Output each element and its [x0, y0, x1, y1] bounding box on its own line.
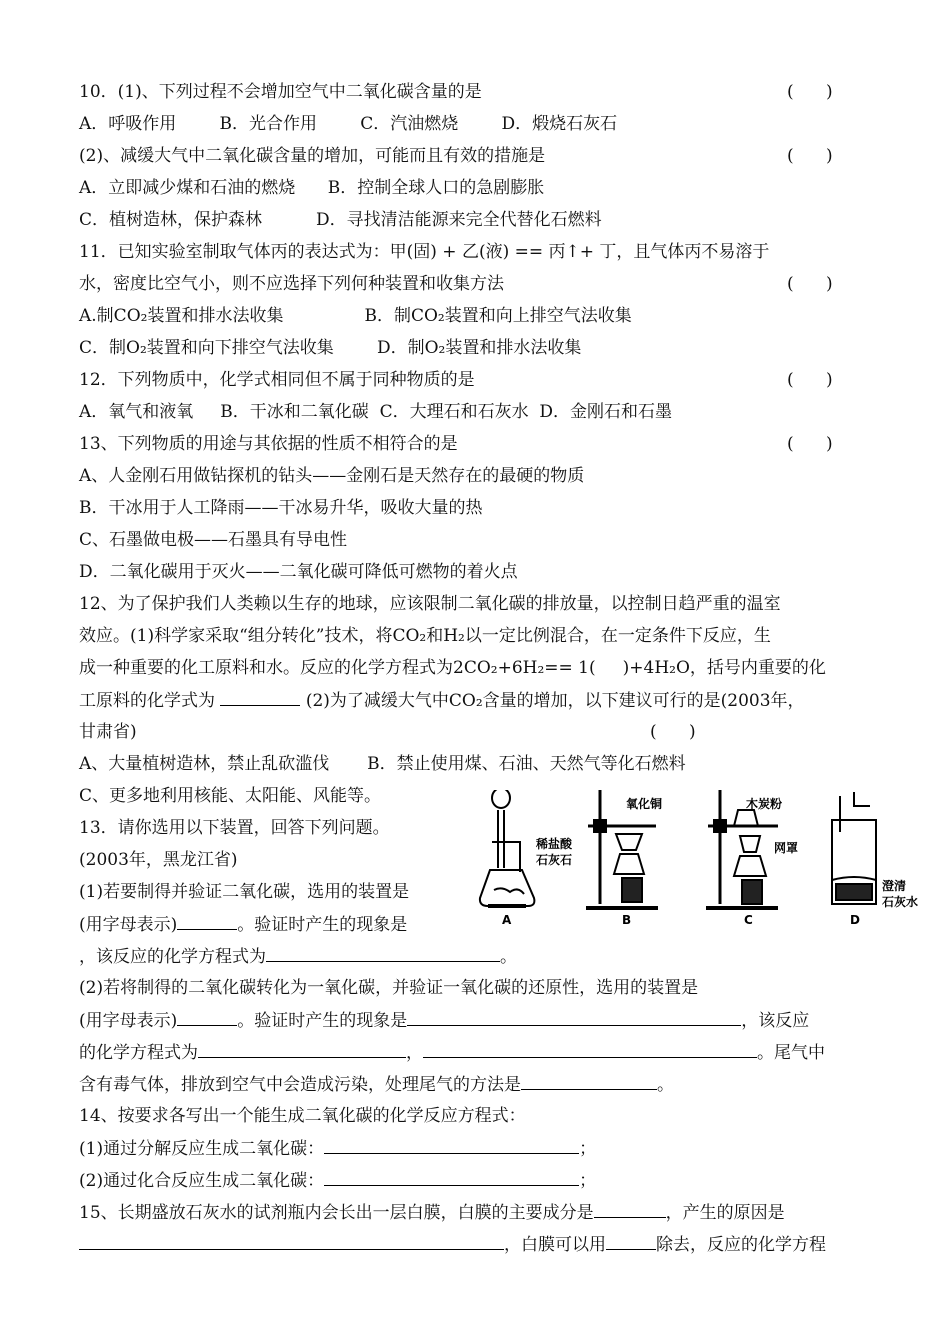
q15-remove-blank[interactable]	[606, 1233, 656, 1250]
q10-part1-stem: 10．(1)、下列过程不会增加空气中二氧化碳含量的是	[79, 82, 482, 102]
q10-part1-answer-bracket[interactable]: ( )	[787, 82, 833, 102]
q10-part2-answer-bracket[interactable]: ( )	[787, 146, 833, 166]
q13b-part2-phenomenon-blank[interactable]	[407, 1009, 741, 1026]
apparatus-figure	[478, 790, 938, 930]
q15-line2	[79, 1233, 826, 1255]
q13b-part2-line4	[79, 1073, 674, 1095]
comma: ，	[406, 1043, 423, 1063]
q15-remove-prompt: ，白膜可以用	[504, 1235, 606, 1255]
q13b-part2-tailgas-prompt: 含有毒气体，排放到空气中会造成污染，处理尾气的方法是	[79, 1075, 521, 1095]
semicolon: ；	[579, 1139, 597, 1159]
q12-stem: 12．下列物质中，化学式相同但不属于同种物质的是	[79, 370, 475, 390]
q13b-part1-equation-blank[interactable]	[266, 945, 500, 962]
q13b-part1-equation-prompt: ，该反应的化学方程式为	[79, 947, 266, 967]
label-b: B	[622, 913, 632, 927]
apparatus-d	[832, 792, 876, 904]
q11-stem-line1: 11．已知实验室制取气体丙的表达式为：甲(固) + 乙(液) == 丙↑+ 丁，且气体丙不易溶于	[79, 242, 770, 262]
q13-option-b: B．干冰用于人工降雨——干冰易升华，吸收大量的热	[79, 498, 483, 518]
q13b-part2-letters-prompt: (用字母表示)	[79, 1011, 178, 1031]
q10-part2-options-cd: C．植树造林，保护森林 D．寻找清洁能源来完全代替化石燃料	[79, 210, 602, 230]
q12b-options-ab: A、大量植树造林，禁止乱砍滥伐 B．禁止使用煤、石油、天然气等化石燃料	[79, 754, 686, 774]
q13b-part1-letters-blank[interactable]	[177, 913, 237, 930]
q13b-stem: 13．请你选用以下装置，回答下列问题。	[79, 818, 390, 838]
q14-part1-prompt: (1)通过分解反应生成二氧化碳：	[79, 1139, 325, 1159]
label-limewater-1: 澄清	[882, 879, 907, 893]
q12b-formula-blank[interactable]	[220, 689, 300, 706]
q14-part1-blank[interactable]	[324, 1137, 579, 1154]
label-c: C	[744, 913, 753, 927]
label-limewater-2: 石灰水	[882, 895, 919, 909]
label-a: A	[502, 913, 512, 927]
q15-line1	[79, 1201, 785, 1223]
period: 。	[500, 947, 517, 967]
q15-reason-prompt: ，产生的原因是	[665, 1203, 785, 1223]
q13b-part2-tailgas-blank[interactable]	[521, 1073, 657, 1090]
q13b-part1-line3	[79, 945, 517, 967]
q13b-part1-prompt: (1)若要制得并验证二氧化碳，选用的装置是	[79, 882, 410, 902]
q12b-part2-prompt: (2)为了减缓大气中CO₂含量的增加，以下建议可行的是(2003年，	[305, 691, 805, 711]
q10-part2-options-ab: A．立即减少煤和石油的燃烧 B．控制全球人口的急剧膨胀	[79, 178, 545, 198]
apparatus-diagram	[478, 790, 938, 930]
q14-part2-prompt: (2)通过化合反应生成二氧化碳：	[79, 1171, 325, 1191]
label-acid: 稀盐酸	[536, 837, 573, 851]
q12b-stem-line4	[79, 689, 805, 711]
q12b-stem-line1: 12、为了保护我们人类赖以生存的地球，应该限制二氧化碳的排放量，以控制日趋严重的温室	[79, 594, 781, 614]
q14-part2-blank[interactable]	[324, 1169, 579, 1186]
q13b-source: (2003年，黑龙江省)	[79, 850, 238, 870]
q10-part2-stem: (2)、减缓大气中二氧化碳含量的增加，可能而且有效的措施是	[79, 146, 546, 166]
q14-stem: 14、按要求各写出一个能生成二氧化碳的化学反应方程式：	[79, 1106, 526, 1126]
q13-answer-bracket[interactable]: ( )	[787, 434, 833, 454]
q13b-part1-phenomenon-prompt: 。验证时产生的现象是	[237, 915, 408, 935]
q14-part2	[79, 1169, 596, 1191]
q12-options: A．氧气和液氧 B．干冰和二氧化碳 C．大理石和石灰水 D．金刚石和石墨	[79, 402, 673, 422]
q13b-part2-equation-blank-2[interactable]	[423, 1041, 757, 1058]
q12-answer-bracket[interactable]: ( )	[787, 370, 833, 390]
q11-options-ab: A.制CO₂装置和排水法收集 B．制CO₂装置和向上排空气法收集	[79, 306, 632, 326]
q13b-part2-line3	[79, 1041, 825, 1063]
q11-answer-bracket[interactable]: ( )	[787, 274, 833, 294]
label-copper-oxide: 氧化铜	[626, 797, 663, 811]
q11-options-cd: C．制O₂装置和向下排空气法收集 D．制O₂装置和排水法收集	[79, 338, 582, 358]
apparatus-a	[480, 790, 535, 906]
q14-part1	[79, 1137, 596, 1159]
q13b-part2-prompt: (2)若将制得的二氧化碳转化为一氧化碳，并验证一氧化碳的还原性，选用的装置是	[79, 978, 699, 998]
q13-option-d: D．二氧化碳用于灭火——二氧化碳可降低可燃物的着火点	[79, 562, 518, 582]
q13-option-a: A、人金刚石用做钻探机的钻头——金刚石是天然存在的最硬的物质	[79, 466, 585, 486]
q15-component-blank[interactable]	[594, 1201, 666, 1218]
q12b-answer-bracket[interactable]: ( )	[650, 722, 696, 742]
q12b-formula-prompt: 工原料的化学式为	[79, 691, 215, 711]
q15-equation-prompt: 除去，反应的化学方程	[656, 1235, 826, 1255]
period: 。	[657, 1075, 674, 1095]
q13b-part2-tailgas-text: 。尾气中	[757, 1043, 825, 1063]
q12b-option-c: C、更多地利用核能、太阳能、风能等。	[79, 786, 382, 806]
q13b-part2-reaction-prompt: ，该反应	[741, 1011, 810, 1031]
label-gauze: 网罩	[774, 841, 799, 855]
q13b-part2-letters-blank[interactable]	[177, 1009, 237, 1026]
label-limestone: 石灰石	[536, 853, 573, 867]
q13b-part2-line2	[79, 1009, 809, 1031]
q13b-part2-equation-blank-1[interactable]	[198, 1041, 406, 1058]
q11-stem-line2: 水，密度比空气小，则不应选择下列何种装置和收集方法	[79, 274, 504, 294]
q13b-part2-phenomenon-prompt: 。验证时产生的现象是	[237, 1011, 408, 1031]
q13b-part1-letters-prompt: (用字母表示)	[79, 915, 178, 935]
q15-stem: 15、长期盛放石灰水的试剂瓶内会长出一层白膜，白膜的主要成分是	[79, 1203, 594, 1223]
q13b-part2-equation-prompt: 的化学方程式为	[79, 1043, 198, 1063]
label-charcoal: 木炭粉	[746, 797, 783, 811]
q13-stem: 13、下列物质的用途与其依据的性质不相符合的是	[79, 434, 458, 454]
q13b-part1-line2	[79, 913, 407, 935]
q10-part1-options: A．呼吸作用 B．光合作用 C．汽油燃烧 D．煅烧石灰石	[79, 114, 618, 134]
label-d: D	[850, 913, 860, 927]
q12b-stem-line2: 效应。(1)科学家采取“组分转化”技术，将CO₂和H₂以一定比例混合，在一定条件下反应，生	[79, 626, 771, 646]
semicolon: ；	[579, 1171, 597, 1191]
q15-reason-blank[interactable]	[79, 1233, 504, 1250]
q13-option-c: C、石墨做电极——石墨具有导电性	[79, 530, 348, 550]
q12b-source: 甘肃省)	[79, 722, 137, 742]
q12b-stem-line3: 成一种重要的化工原料和水。反应的化学方程式为2CO₂+6H₂== 1( )+4H₂O，括号内重要的化	[79, 658, 826, 678]
